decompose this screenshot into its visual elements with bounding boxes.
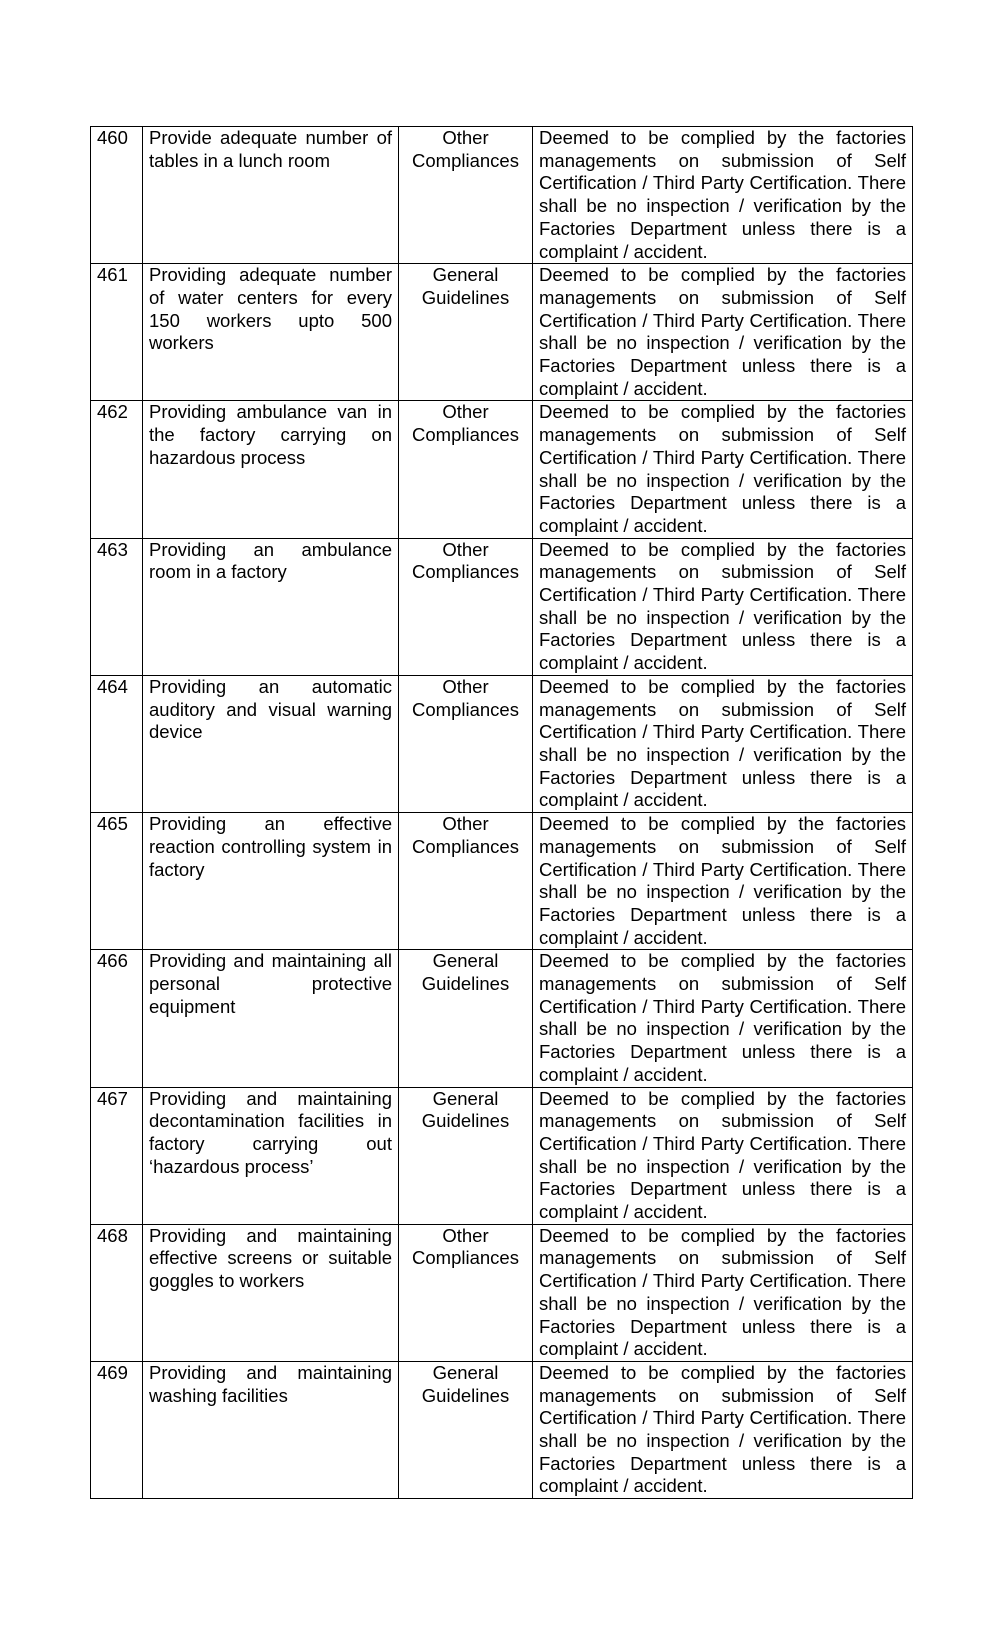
category-cell: General Guidelines — [399, 264, 533, 401]
requirement-cell: Providing adequate number of water centers for every 150 workers upto 500 workers — [143, 264, 399, 401]
row-number: 461 — [91, 264, 143, 401]
remark-cell: Deemed to be complied by the factories managements on submission of Self Certification / Third Party Certification. There shall be no inspection / verification by the Factories Department unless there is a complaint / accident. — [533, 950, 913, 1087]
remark-cell: Deemed to be complied by the factories managements on submission of Self Certification / Third Party Certification. There shall be no inspection / verification by the Factories Department unless there is a complaint / accident. — [533, 1361, 913, 1498]
row-number: 463 — [91, 538, 143, 675]
table-row — [91, 1087, 913, 1224]
remark-cell: Deemed to be complied by the factories managements on submission of Self Certification / Third Party Certification. There shall be no inspection / verification by the Factories Department unless there is a complaint / accident. — [533, 127, 913, 264]
category-cell: Other Compliances — [399, 538, 533, 675]
remark-cell: Deemed to be complied by the factories managements on submission of Self Certification / Third Party Certification. There shall be no inspection / verification by the Factories Department unless there is a complaint / accident. — [533, 538, 913, 675]
requirement-cell: Providing and maintaining effective screens or suitable goggles to workers — [143, 1224, 399, 1361]
table-row — [91, 264, 913, 401]
category-cell: General Guidelines — [399, 1361, 533, 1498]
compliance-table — [90, 126, 913, 1499]
table-row — [91, 1361, 913, 1498]
row-number: 466 — [91, 950, 143, 1087]
category-cell: Other Compliances — [399, 675, 533, 812]
table-row — [91, 813, 913, 950]
row-number: 469 — [91, 1361, 143, 1498]
requirement-cell: Providing ambulance van in the factory carrying on hazardous process — [143, 401, 399, 538]
table-row — [91, 675, 913, 812]
table-row — [91, 950, 913, 1087]
requirement-cell: Providing and maintaining decontamination facilities in factory carrying out ‘hazardous process’ — [143, 1087, 399, 1224]
row-number: 460 — [91, 127, 143, 264]
table-row — [91, 538, 913, 675]
remark-cell: Deemed to be complied by the factories managements on submission of Self Certification / Third Party Certification. There shall be no inspection / verification by the Factories Department unless there is a complaint / accident. — [533, 1224, 913, 1361]
table-row — [91, 1224, 913, 1361]
row-number: 468 — [91, 1224, 143, 1361]
requirement-cell: Providing an automatic auditory and visual warning device — [143, 675, 399, 812]
row-number: 464 — [91, 675, 143, 812]
category-cell: Other Compliances — [399, 401, 533, 538]
remark-cell: Deemed to be complied by the factories managements on submission of Self Certification / Third Party Certification. There shall be no inspection / verification by the Factories Department unless there is a complaint / accident. — [533, 264, 913, 401]
requirement-cell: Providing and maintaining washing facilities — [143, 1361, 399, 1498]
row-number: 465 — [91, 813, 143, 950]
remark-cell: Deemed to be complied by the factories managements on submission of Self Certification / Third Party Certification. There shall be no inspection / verification by the Factories Department unless there is a complaint / accident. — [533, 1087, 913, 1224]
table-row — [91, 127, 913, 264]
row-number: 467 — [91, 1087, 143, 1224]
requirement-cell: Providing an effective reaction controlling system in factory — [143, 813, 399, 950]
requirement-cell: Provide adequate number of tables in a lunch room — [143, 127, 399, 264]
category-cell: General Guidelines — [399, 950, 533, 1087]
category-cell: Other Compliances — [399, 127, 533, 264]
row-number: 462 — [91, 401, 143, 538]
remark-cell: Deemed to be complied by the factories managements on submission of Self Certification / Third Party Certification. There shall be no inspection / verification by the Factories Department unless there is a complaint / accident. — [533, 813, 913, 950]
remark-cell: Deemed to be complied by the factories managements on submission of Self Certification / Third Party Certification. There shall be no inspection / verification by the Factories Department unless there is a complaint / accident. — [533, 675, 913, 812]
remark-cell: Deemed to be complied by the factories managements on submission of Self Certification / Third Party Certification. There shall be no inspection / verification by the Factories Department unless there is a complaint / accident. — [533, 401, 913, 538]
requirement-cell: Providing an ambulance room in a factory — [143, 538, 399, 675]
category-cell: Other Compliances — [399, 1224, 533, 1361]
category-cell: Other Compliances — [399, 813, 533, 950]
category-cell: General Guidelines — [399, 1087, 533, 1224]
table-row — [91, 401, 913, 538]
requirement-cell: Providing and maintaining all personal protective equipment — [143, 950, 399, 1087]
